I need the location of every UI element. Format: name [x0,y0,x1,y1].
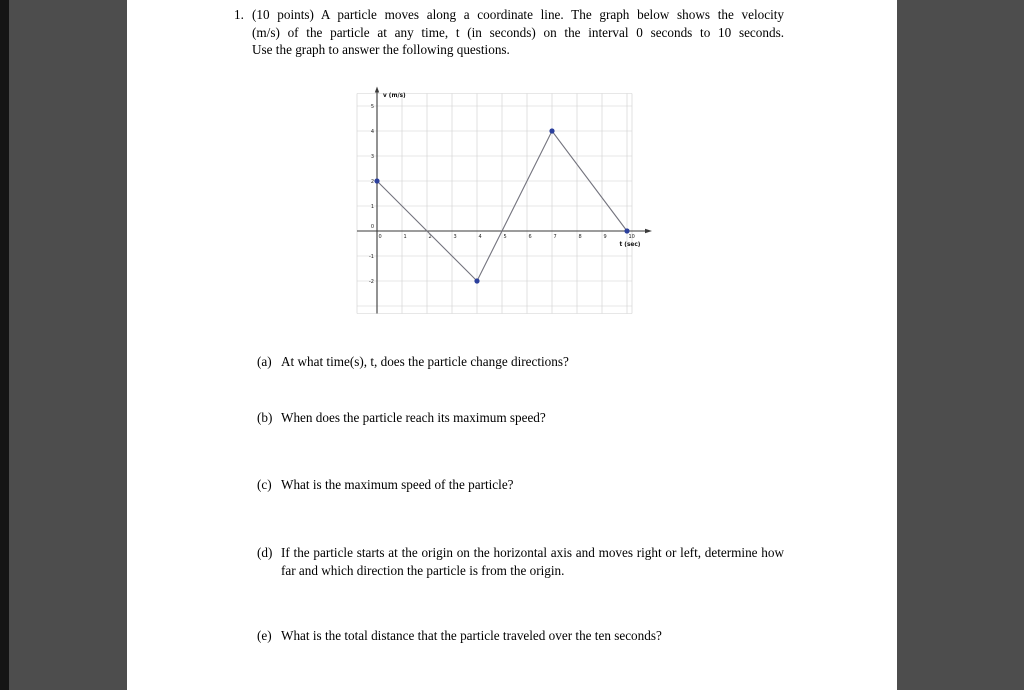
part-text: At what time(s), t, does the particle change directions? [281,353,569,369]
part-label: (c) [257,476,272,492]
part-text: When does the particle reach its maximum speed? [281,410,546,425]
svg-text:1: 1 [403,233,407,240]
part-text: What is the total distance that the particle traveled over the ten seconds? [281,628,662,643]
svg-text:4: 4 [478,233,482,240]
intro-line: (m/s) of the particle at any time, t (in seconds) on the interval 0 seconds to 10 seconds. [252,24,784,40]
problem-1 [234,6,897,645]
svg-text:-2: -2 [369,278,374,285]
svg-text:0: 0 [378,233,382,240]
svg-text:5: 5 [370,103,374,110]
part-text: If the particle starts at the origin on the horizontal axis and moves right or left, determine how far and which direction the particle is from the origin. [281,545,784,578]
svg-text:2: 2 [370,178,374,185]
svg-text:1: 1 [370,203,374,210]
svg-text:t (sec): t (sec) [619,241,641,248]
part-label: (e) [257,628,272,643]
svg-text:9: 9 [603,233,607,240]
part-label: (a) [257,353,272,369]
velocity-time-graph [355,85,655,317]
problem-intro [252,6,784,59]
svg-text:8: 8 [578,233,582,240]
intro-line: Use the graph to answer the following questions. [252,42,510,57]
svg-text:7: 7 [553,233,557,240]
svg-text:2: 2 [428,233,432,240]
question-part-e [257,627,784,645]
velocity-chart-svg [355,85,655,317]
svg-text:3: 3 [453,233,457,240]
svg-text:6: 6 [528,233,532,240]
svg-text:5: 5 [503,233,507,240]
svg-text:3: 3 [370,153,374,160]
problem-number: 1. [234,7,244,22]
question-part-d [257,544,784,579]
part-label: (b) [257,410,273,425]
svg-text:v (m/s): v (m/s) [383,92,406,99]
document-page [127,0,897,690]
problem-body [252,6,784,645]
question-parts [252,353,784,645]
question-part-a [257,353,784,371]
question-part-b [257,409,784,427]
question-part-c [257,476,784,494]
window-edge [0,0,9,690]
svg-text:0: 0 [370,223,374,230]
part-text: What is the maximum speed of the particle? [281,476,514,492]
part-label: (d) [257,545,273,560]
svg-text:4: 4 [370,128,374,135]
intro-line: (10 points) A particle moves along a coordinate line. The graph below shows the velocity [252,7,784,22]
svg-text:-1: -1 [369,253,374,260]
svg-text:10: 10 [628,233,635,240]
